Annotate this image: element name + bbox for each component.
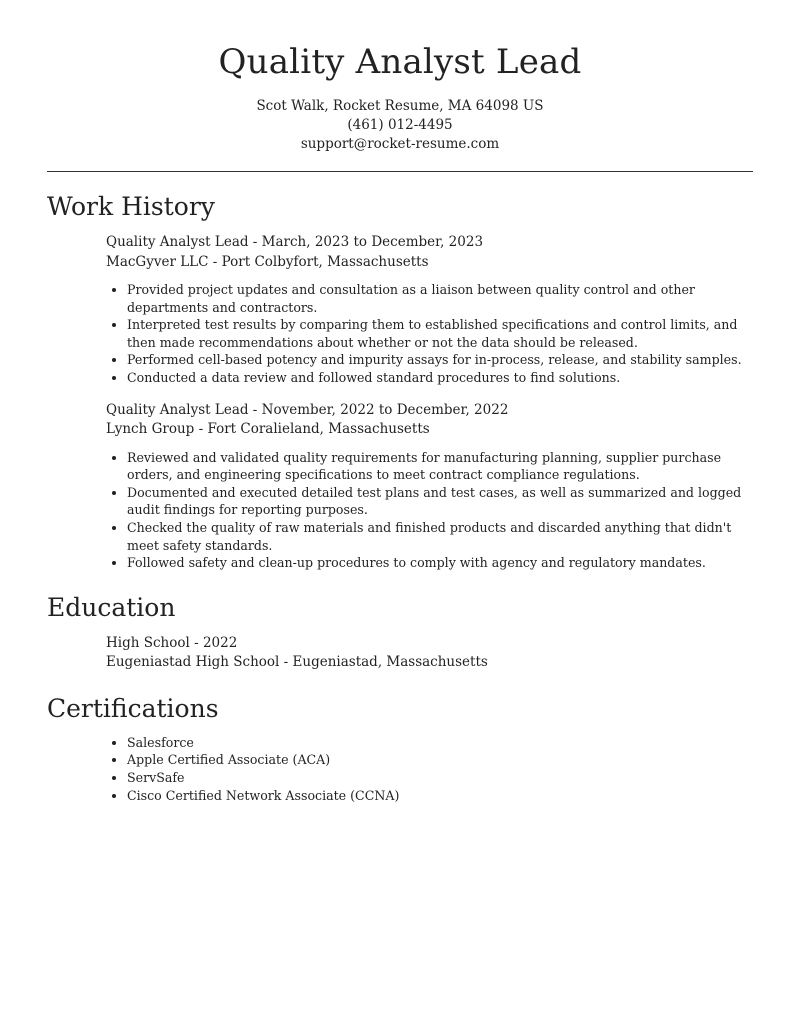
job-entry: [106, 401, 753, 572]
address: Scot Walk, Rocket Resume, MA 64098 US: [256, 98, 544, 114]
contact-info: [47, 97, 753, 154]
list-item: • Checked the quality of raw materials and finished products and discarded anything that didn't meet safety standards.: [127, 519, 753, 554]
school-location: Eugeniastad, Massachusetts: [292, 654, 488, 671]
section-title-certifications: Certifications: [47, 693, 219, 723]
graduation-year: 2022: [202, 634, 238, 651]
separator: -: [194, 421, 208, 438]
separator: -: [279, 654, 293, 671]
job-role: Quality Analyst Lead: [106, 401, 249, 418]
separator: -: [189, 634, 203, 651]
list-item: • Provided project updates and consultation as a liaison between quality control and other departments and contractors.: [127, 281, 753, 316]
certification-list: [106, 734, 753, 804]
job-company-line: [106, 253, 753, 273]
job-dates: November, 2022 to December, 2022: [261, 401, 509, 418]
education-entry: [106, 634, 753, 673]
education-degree-line: [106, 634, 753, 654]
job-company-line: [106, 420, 753, 440]
separator: -: [208, 253, 222, 270]
job-location: Fort Coralieland, Massachusetts: [207, 421, 430, 438]
list-item: • ServSafe: [127, 769, 753, 787]
school: Eugeniastad High School: [106, 654, 280, 671]
separator: -: [248, 401, 262, 418]
education-school-line: [106, 653, 753, 673]
list-item: • Reviewed and validated quality requirements for manufacturing planning, supplier purchase orders, and engineering specifications to meet contract compliance regulations.: [127, 449, 753, 484]
job-entry: [106, 233, 753, 387]
job-title-line: [106, 233, 753, 253]
job-company: MacGyver LLC: [106, 253, 209, 270]
job-company: Lynch Group: [106, 421, 195, 438]
email[interactable]: support@rocket-resume.com: [300, 136, 500, 152]
list-item: • Conducted a data review and followed standard procedures to find solutions.: [127, 369, 753, 387]
candidate-name: Quality Analyst Lead: [218, 42, 582, 82]
resume-header: [47, 0, 753, 154]
job-bullets: [106, 449, 753, 572]
list-item: • Cisco Certified Network Associate (CCNA): [127, 787, 753, 805]
separator: -: [248, 234, 262, 250]
job-dates: March, 2023 to December, 2023: [261, 234, 484, 250]
list-item: • Interpreted test results by comparing them to established specifications and control limits, and then made recommendations about whether or not the data should be released.: [127, 316, 753, 351]
job-bullets: [106, 281, 753, 387]
job-location: Port Colbyfort, Massachusetts: [221, 253, 429, 270]
phone: (461) 012-4495: [347, 117, 453, 133]
job-title-line: [106, 401, 753, 421]
header-divider: [47, 171, 753, 172]
job-role: Quality Analyst Lead: [106, 234, 249, 250]
list-item: • Apple Certified Associate (ACA): [127, 751, 753, 769]
list-item: • Salesforce: [127, 734, 753, 752]
list-item: • Documented and executed detailed test plans and test cases, as well as summarized and logged audit findings for reporting purposes.: [127, 484, 753, 519]
section-title-education: Education: [47, 592, 176, 622]
degree: High School: [106, 634, 190, 651]
list-item: • Followed safety and clean-up procedures to comply with agency and regulatory mandates.: [127, 554, 753, 572]
list-item: • Performed cell-based potency and impurity assays for in-process, release, and stability samples.: [127, 351, 753, 369]
section-title-work-history: Work History: [47, 192, 215, 221]
